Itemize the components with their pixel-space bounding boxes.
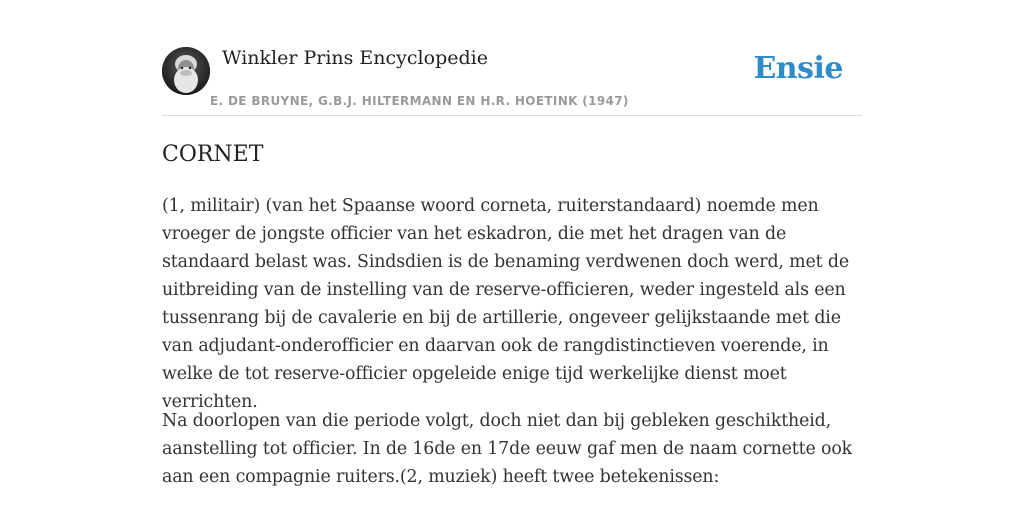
- page-container: [162, 0, 862, 487]
- authors-byline: E. DE BRUYNE, G.B.J. HILTERMANN EN H.R. HOETINK (1947): [210, 94, 629, 108]
- site-header: [162, 0, 862, 116]
- ensie-logo[interactable]: Ensie: [753, 51, 843, 86]
- article-paragraph: (1, militair) (van het Spaanse woord corneta, ruiterstandaard) noemde men vroeger de jongste officier van het eskadron, die met het dragen van de standaard belast was. Sindsdien is de benaming verdwenen doch werd, met de uitbreiding van de instelling van de reserve-officieren, weder ingesteld als een tussenrang bij de cavalerie en bij de artillerie, ongeveer gelijkstaande met die van adjudant-onderofficier en daarvan ook de rangdistinctieven voerende, in welke de tot reserve-officier opgeleide enige tijd werkelijke dienst moet verrichten.: [162, 196, 850, 412]
- article-title: CORNET: [162, 142, 264, 167]
- site-title[interactable]: Winkler Prins Encyclopedie: [222, 47, 488, 69]
- portrait-avatar-icon[interactable]: [162, 47, 210, 95]
- article-paragraph: Na doorlopen van die periode volgt, doch niet dan bij gebleken geschiktheid, aanstelling tot officier. In de 16de en 17de eeuw gaf men de naam cornette ook aan een compagnie ruiters.(2, muziek) heeft twee betekenissen:: [162, 411, 853, 487]
